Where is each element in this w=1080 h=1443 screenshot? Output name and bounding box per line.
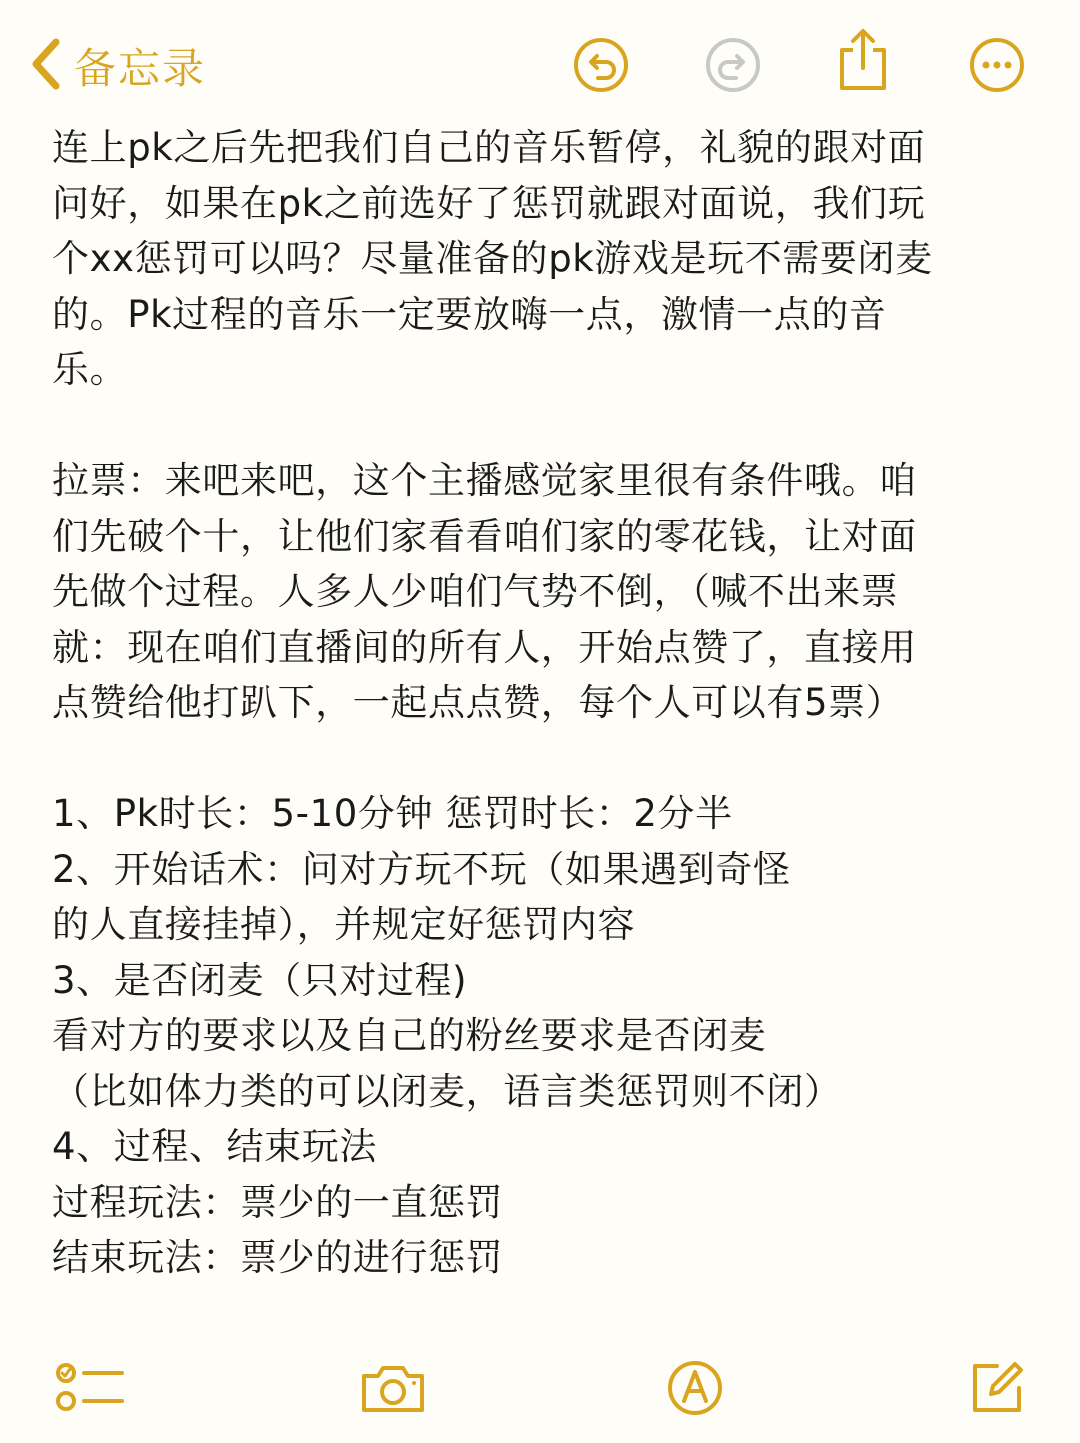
- chevron-left-icon: [28, 36, 62, 96]
- note-line: 点赞给他打趴下，一起点点赞，每个人可以有5票）: [52, 681, 904, 724]
- note-line: 看对方的要求以及自己的粉丝要求是否闭麦: [52, 1014, 767, 1057]
- share-icon: [836, 26, 890, 96]
- note-line: 就：现在咱们直播间的所有人，开始点赞了，直接用: [52, 625, 917, 669]
- note-line: 先做个过程。人多人少咱们气势不倒，（喊不出来票: [52, 570, 899, 613]
- note-line: 们先破个十，让他们家看看咱们家的零花钱，让对面: [52, 514, 917, 558]
- note-line: 结束玩法：票少的进行惩罚: [52, 1236, 504, 1279]
- more-button[interactable]: [968, 38, 1026, 96]
- note-line: 个xx惩罚可以吗？尽量准备的pk游戏是玩不需要闭麦: [52, 237, 933, 280]
- note-line: （比如体力类的可以闭麦，语言类惩罚则不闭）: [52, 1069, 842, 1113]
- note-line: 3、是否闭麦（只对过程): [52, 958, 468, 1002]
- note-line: 问好，如果在pk之前选好了惩罚就跟对面说，我们玩: [52, 181, 926, 225]
- redo-icon: [704, 36, 762, 98]
- compose-icon: [967, 1358, 1027, 1422]
- note-line: 过程玩法：票少的一直惩罚: [52, 1180, 504, 1224]
- note-paragraph: [52, 453, 1042, 731]
- note-line: 的人直接挂掉），并规定好惩罚内容: [52, 903, 636, 946]
- note-paragraph: [52, 786, 1042, 1286]
- share-button[interactable]: [834, 28, 892, 94]
- note-line: 2、开始话术：问对方玩不玩（如果遇到奇怪: [52, 847, 791, 891]
- back-label: 备忘录: [74, 44, 207, 93]
- note-line: 的。Pk过程的音乐一定要放嗨一点，激情一点的音: [52, 292, 887, 336]
- camera-button[interactable]: [358, 1358, 428, 1422]
- markup-button[interactable]: [660, 1358, 730, 1422]
- note-line: 1、Pk时长：5-10分钟 惩罚时长：2分半: [52, 792, 733, 835]
- more-icon: [968, 36, 1026, 98]
- camera-icon: [358, 1360, 428, 1420]
- note-line: 连上pk之后先把我们自己的音乐暂停，礼貌的跟对面: [52, 126, 926, 169]
- note-line: 拉票：来吧来吧，这个主播感觉家里很有条件哦。咱: [52, 459, 917, 502]
- checklist-button[interactable]: [56, 1358, 126, 1422]
- top-toolbar: [0, 0, 1080, 120]
- checklist-icon: [56, 1361, 126, 1419]
- note-body[interactable]: [52, 120, 1042, 1286]
- bottom-toolbar: [0, 1350, 1080, 1430]
- note-paragraph: [52, 120, 1042, 398]
- note-line: 4、过程、结束玩法: [52, 1125, 377, 1168]
- blank-line: [52, 731, 1042, 787]
- compose-button[interactable]: [962, 1358, 1032, 1422]
- undo-icon: [572, 36, 630, 98]
- note-line: 乐。: [52, 348, 128, 391]
- redo-button[interactable]: [704, 38, 762, 96]
- undo-button[interactable]: [572, 38, 630, 96]
- blank-line: [52, 398, 1042, 454]
- back-button[interactable]: [28, 36, 206, 96]
- markup-pen-icon: [666, 1359, 724, 1421]
